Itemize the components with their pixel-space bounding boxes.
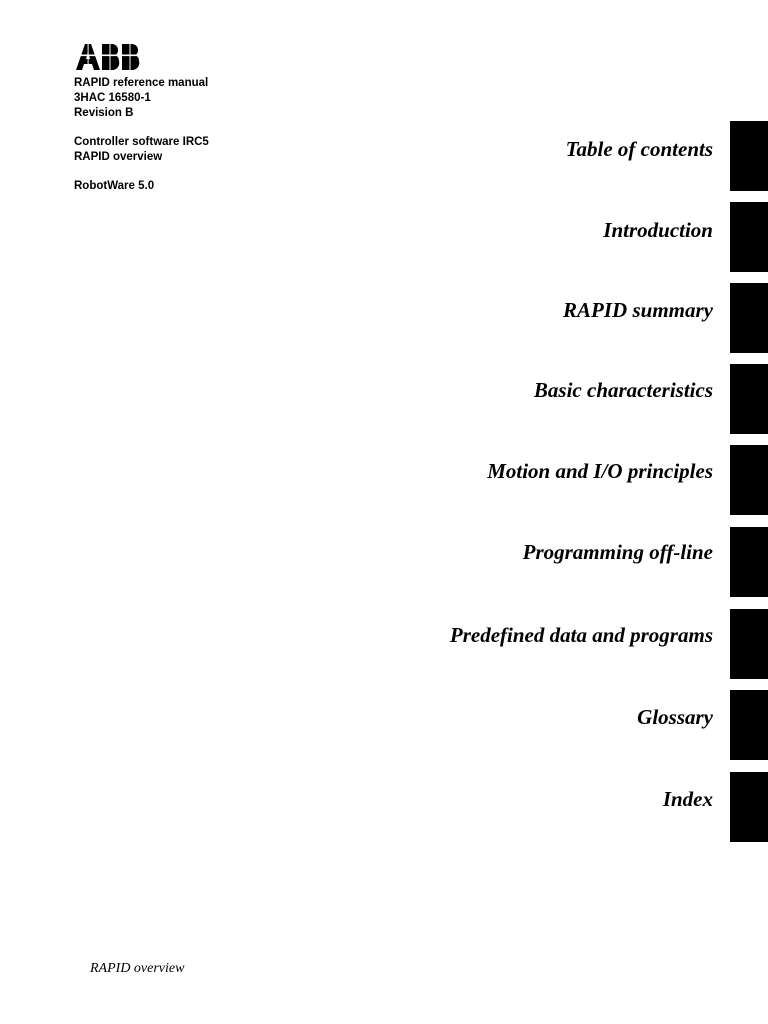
- section-tab-motion-io-principles[interactable]: [730, 445, 768, 515]
- toc-entry-predefined-data-programs[interactable]: Predefined data and programs: [449, 623, 713, 647]
- section-tab-rapid-summary[interactable]: [730, 283, 768, 353]
- toc-entry-rapid-summary[interactable]: RAPID summary: [563, 298, 713, 322]
- toc-entry-table-of-contents[interactable]: Table of contents: [565, 137, 713, 161]
- section-tab-glossary[interactable]: [730, 690, 768, 760]
- toc-entry-introduction[interactable]: Introduction: [603, 218, 713, 242]
- toc-entry-basic-characteristics[interactable]: Basic characteristics: [533, 378, 713, 402]
- manual-title: RAPID reference manual: [74, 77, 209, 89]
- section-tab-basic-characteristics[interactable]: [730, 364, 768, 434]
- section-tab-index[interactable]: [730, 772, 768, 842]
- controller-software: Controller software IRC5: [74, 136, 209, 148]
- toc-entry-index[interactable]: Index: [662, 787, 713, 811]
- section-tab-programming-off-line[interactable]: [730, 527, 768, 597]
- software-version-block: [74, 179, 154, 194]
- page-footer: RAPID overview: [90, 961, 185, 976]
- document-info: [74, 76, 208, 121]
- software-version: RobotWare 5.0: [74, 180, 155, 192]
- toc-entry-glossary[interactable]: Glossary: [637, 705, 713, 729]
- revision: Revision B: [74, 107, 134, 119]
- document-subject: [74, 135, 209, 165]
- document-number: 3HAC 16580-1: [74, 92, 151, 104]
- section-tab-predefined-data-programs[interactable]: [730, 609, 768, 679]
- section-tab-table-of-contents[interactable]: [730, 121, 768, 191]
- abb-logo: [74, 42, 144, 72]
- toc-entry-motion-io-principles[interactable]: Motion and I/O principles: [487, 459, 713, 483]
- section-tab-introduction[interactable]: [730, 202, 768, 272]
- manual-subtitle: RAPID overview: [74, 151, 163, 163]
- toc-entry-programming-off-line[interactable]: Programming off-line: [522, 540, 713, 564]
